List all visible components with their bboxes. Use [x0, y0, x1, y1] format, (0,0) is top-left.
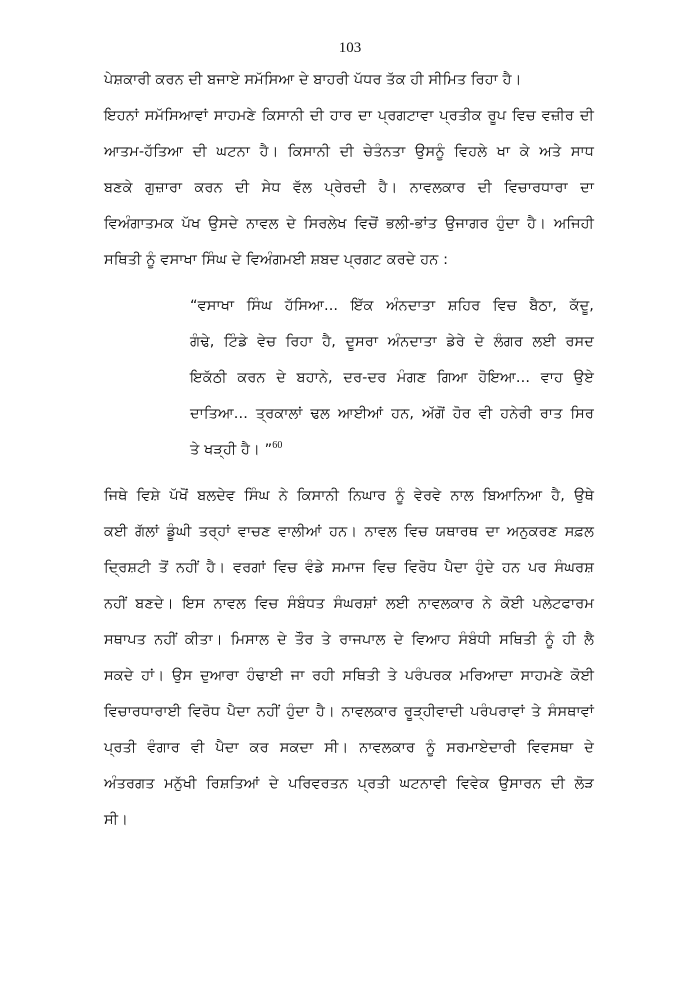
quote-line: ਗੰਢੇ, ਟਿੰਡੇ ਵੇਚ ਰਿਹਾ ਹੈ, ਦੂਸਰਾ ਅੰਨਦਾਤਾ ਡੇਰੇ ਦੇ ਲੰਗਰ ਲਈ ਰਸਦ — [190, 334, 594, 350]
paragraph-line: ਸਕਦੇ ਹਾਂ। ਉਸ ਦੁਆਰਾ ਹੰਢਾਈ ਜਾ ਰਹੀ ਸਥਿਤੀ ਤੇ ਪਰੰਪਰਕ ਮਰਿਆਦਾ ਸਾਹਮਣੇ ਕੋਈ — [104, 668, 594, 684]
paragraph-line: ਕਈ ਗੱਲਾਂ ਡੂੰਘੀ ਤਰ੍ਹਾਂ ਵਾਚਣ ਵਾਲੀਆਂ ਹਨ। ਨਾਵਲ ਵਿਚ ਯਥਾਰਥ ਦਾ ਅਨੁਕਰਣ ਸਫ਼ਲ — [104, 524, 594, 540]
paragraph-line: ਪ੍ਰਤੀ ਵੰਗਾਰ ਵੀ ਪੈਦਾ ਕਰ ਸਕਦਾ ਸੀ। ਨਾਵਲਕਾਰ ਨੂੰ ਸਰਮਾਏਦਾਰੀ ਵਿਵਸਥਾ ਦੇ — [104, 740, 594, 756]
paragraph-line: ਇਹਨਾਂ ਸਮੱਸਿਆਵਾਂ ਸਾਹਮਣੇ ਕਿਸਾਨੀ ਦੀ ਹਾਰ ਦਾ ਪ੍ਰਗਟਾਵਾ ਪ੍ਰਤੀਕ ਰੂਪ ਵਿਚ ਵਜ਼ੀਰ ਦੀ — [104, 108, 594, 124]
paragraph-line: ਸੀ। — [104, 812, 128, 828]
paragraph-line: ਸਥਿਤੀ ਨੂੰ ਵਸਾਖਾ ਸਿੰਘ ਦੇ ਵਿਅੰਗਮਈ ਸ਼ਬਦ ਪ੍ਰਗਟ ਕਰਦੇ ਹਨ : — [104, 252, 449, 268]
paragraph-line: ਦ੍ਰਿਸ਼ਟੀ ਤੋਂ ਨਹੀਂ ਹੈ। ਵਰਗਾਂ ਵਿਚ ਵੰਡੇ ਸਮਾਜ ਵਿਚ ਵਿਰੋਧ ਪੈਦਾ ਹੁੰਦੇ ਹਨ ਪਰ ਸੰਘਰਸ਼ — [104, 560, 594, 576]
paragraph-line: ਵਿਅੰਗਾਤਮਕ ਪੱਖ ਉਸਦੇ ਨਾਵਲ ਦੇ ਸਿਰਲੇਖ ਵਿਚੋਂ ਭਲੀ-ਭਾਂਤ ਉਜਾਗਰ ਹੁੰਦਾ ਹੈ। ਅਜਿਹੀ — [104, 216, 594, 232]
quote-line: “ਵਸਾਖਾ ਸਿੰਘ ਹੱਸਿਆ... ਇੱਕ ਅੰਨਦਾਤਾ ਸ਼ਹਿਰ ਵਿਚ ਬੈਠਾ, ਕੱਦੂ, — [190, 298, 594, 314]
paragraph-line: ਨਹੀਂ ਬਣਦੇ। ਇਸ ਨਾਵਲ ਵਿਚ ਸੰਬੰਧਤ ਸੰਘਰਸ਼ਾਂ ਲਈ ਨਾਵਲਕਾਰ ਨੇ ਕੋਈ ਪਲੇਟਫਾਰਮ — [104, 596, 594, 612]
quote-line-last — [190, 440, 594, 460]
quote-line: ਦਾਤਿਆ... ਤ੍ਰਕਾਲਾਂ ਢਲ ਆਈਆਂ ਹਨ, ਅੱਗੋਂ ਹੋਰ ਵੀ ਹਨੇਰੀ ਰਾਤ ਸਿਰ — [190, 406, 594, 422]
paragraph-line: ਸਥਾਪਤ ਨਹੀਂ ਕੀਤਾ। ਮਿਸਾਲ ਦੇ ਤੌਰ ਤੇ ਰਾਜਪਾਲ ਦੇ ਵਿਆਹ ਸੰਬੰਧੀ ਸਥਿਤੀ ਨੂੰ ਹੀ ਲੈ — [104, 632, 594, 648]
quote-line: ਇਕੱਠੀ ਕਰਨ ਦੇ ਬਹਾਨੇ, ਦਰ-ਦਰ ਮੰਗਣ ਗਿਆ ਹੋਇਆ... ਵਾਹ ਉਏ — [190, 370, 594, 386]
paragraph-line: ਵਿਚਾਰਧਾਰਾਈ ਵਿਰੋਧ ਪੈਦਾ ਨਹੀਂ ਹੁੰਦਾ ਹੈ। ਨਾਵਲਕਾਰ ਰੂੜ੍ਹੀਵਾਦੀ ਪਰੰਪਰਾਵਾਂ ਤੇ ਸੰਸਥਾਵਾਂ — [104, 704, 594, 720]
paragraph-line: ਅੰਤਰਗਤ ਮਨੁੱਖੀ ਰਿਸ਼ਤਿਆਂ ਦੇ ਪਰਿਵਰਤਨ ਪ੍ਰਤੀ ਘਟਨਾਵੀ ਵਿਵੇਕ ਉਸਾਰਨ ਦੀ ਲੋੜ — [104, 776, 594, 792]
quote-text: ਤੇ ਖੜ੍ਹੀ ਹੈ। ” — [190, 442, 273, 458]
paragraph-line: ਆਤਮ-ਹੱਤਿਆ ਦੀ ਘਟਨਾ ਹੈ। ਕਿਸਾਨੀ ਦੀ ਚੇਤੰਨਤਾ ਉਸਨੂੰ ਵਿਹਲੇ ਖਾ ਕੇ ਅਤੇ ਸਾਧ — [104, 144, 594, 160]
paragraph-line: ਜਿਥੇ ਵਿਸ਼ੇ ਪੱਖੋਂ ਬਲਦੇਵ ਸਿੰਘ ਨੇ ਕਿਸਾਨੀ ਨਿਘਾਰ ਨੂੰ ਵੇਰਵੇ ਨਾਲ ਬਿਆਨਿਆ ਹੈ, ਉਥੇ — [104, 488, 594, 504]
paragraph-line: ਪੇਸ਼ਕਾਰੀ ਕਰਨ ਦੀ ਬਜਾਏ ਸਮੱਸਿਆ ਦੇ ਬਾਹਰੀ ਪੱਧਰ ਤੱਕ ਹੀ ਸੀਮਿਤ ਰਿਹਾ ਹੈ। — [104, 72, 522, 88]
page-number: 103 — [338, 40, 362, 56]
footnote-reference: 60 — [272, 440, 283, 452]
paragraph-line: ਬਣਕੇ ਗੁਜ਼ਾਰਾ ਕਰਨ ਦੀ ਸੇਧ ਵੱਲ ਪ੍ਰੇਰਦੀ ਹੈ। ਨਾਵਲਕਾਰ ਦੀ ਵਿਚਾਰਧਾਰਾ ਦਾ — [104, 180, 594, 196]
